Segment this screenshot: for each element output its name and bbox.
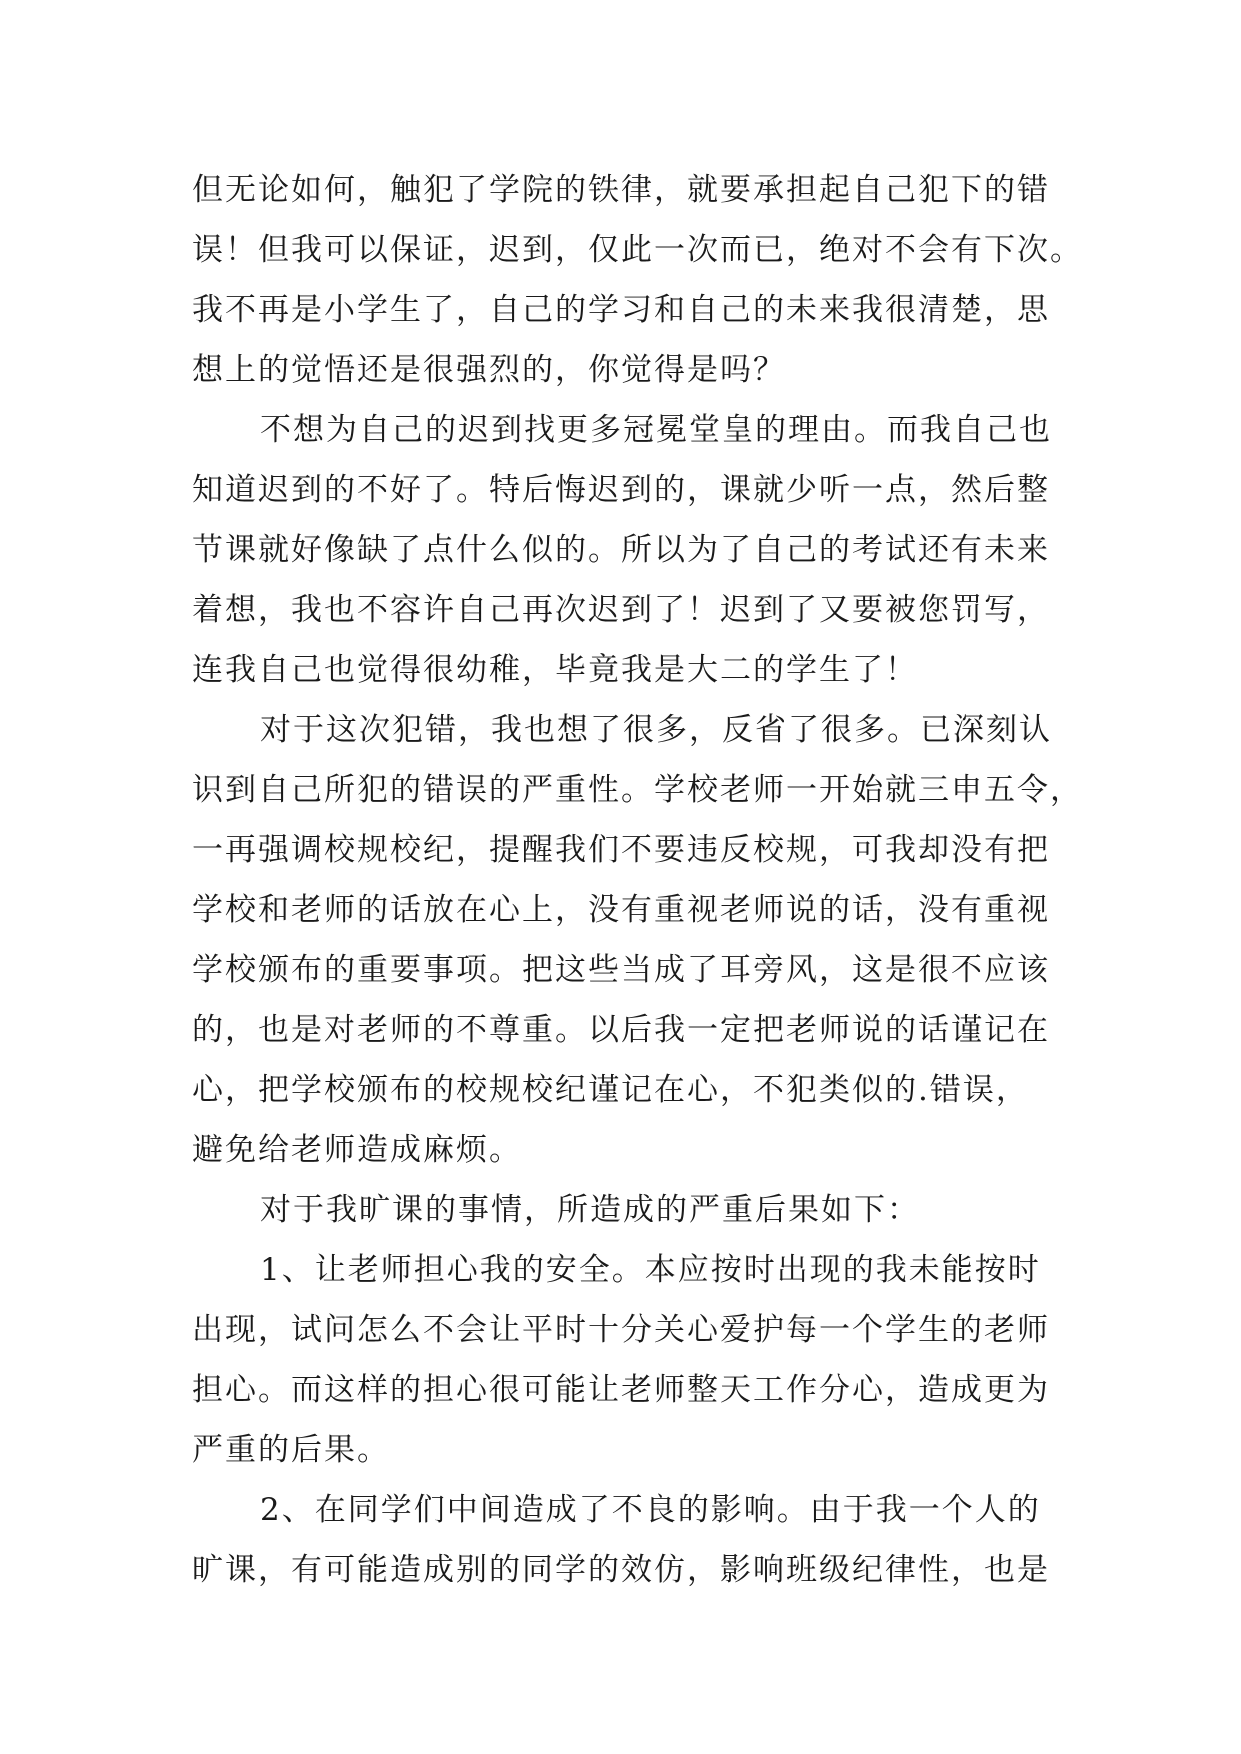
text-line: 识到自己所犯的错误的严重性。学校老师一开始就三申五令，	[192, 772, 1083, 808]
document-body	[192, 160, 1083, 1600]
text-line: 节课就好像缺了点什么似的。所以为了自己的考试还有未来	[192, 532, 1050, 568]
paragraph	[192, 400, 1072, 700]
text-line: 学校和老师的话放在心上，没有重视老师说的话，没有重视	[192, 892, 1050, 928]
text-line: 我不再是小学生了，自己的学习和自己的未来我很清楚，思	[192, 292, 1050, 328]
text-line: 知道迟到的不好了。特后悔迟到的，课就少听一点，然后整	[192, 472, 1050, 508]
text-line: 学校颁布的重要事项。把这些当成了耳旁风，这是很不应该	[192, 952, 1050, 988]
text-line: 对于这次犯错，我也想了很多，反省了很多。已深刻认	[260, 712, 1052, 748]
text-line: 1、让老师担心我的安全。本应按时出现的我未能按时	[260, 1252, 1041, 1288]
paragraph	[192, 1240, 1072, 1480]
text-line: 着想，我也不容许自己再次迟到了！迟到了又要被您罚写，	[192, 592, 1050, 628]
paragraph	[192, 1180, 1072, 1240]
paragraph	[192, 700, 1083, 1180]
text-line: 的，也是对老师的不尊重。以后我一定把老师说的话谨记在	[192, 1012, 1050, 1048]
text-line: 旷课，有可能造成别的同学的效仿，影响班级纪律性，也是	[192, 1552, 1050, 1588]
text-line: 避免给老师造成麻烦。	[192, 1132, 522, 1168]
text-line: 不想为自己的迟到找更多冠冕堂皇的理由。而我自己也	[260, 412, 1052, 448]
text-line: 连我自己也觉得很幼稚，毕竟我是大二的学生了！	[192, 652, 918, 688]
text-line: 一再强调校规校纪，提醒我们不要违反校规，可我却没有把	[192, 832, 1050, 868]
paragraph	[192, 160, 1083, 400]
text-line: 严重的后果。	[192, 1432, 390, 1468]
text-line: 担心。而这样的担心很可能让老师整天工作分心，造成更为	[192, 1372, 1050, 1408]
paragraph	[192, 1480, 1072, 1600]
text-line: 2、在同学们中间造成了不良的影响。由于我一个人的	[260, 1492, 1041, 1528]
text-line: 对于我旷课的事情，所造成的严重后果如下：	[260, 1192, 920, 1228]
text-line: 出现，试问怎么不会让平时十分关心爱护每一个学生的老师	[192, 1312, 1050, 1348]
text-line: 但无论如何，触犯了学院的铁律，就要承担起自己犯下的错	[192, 172, 1050, 208]
text-line: 心，把学校颁布的校规校纪谨记在心，不犯类似的.错误，	[192, 1072, 1029, 1108]
text-line: 想上的觉悟还是很强烈的，你觉得是吗？	[192, 352, 786, 388]
text-line: 误！但我可以保证，迟到，仅此一次而已，绝对不会有下次。	[192, 232, 1083, 268]
